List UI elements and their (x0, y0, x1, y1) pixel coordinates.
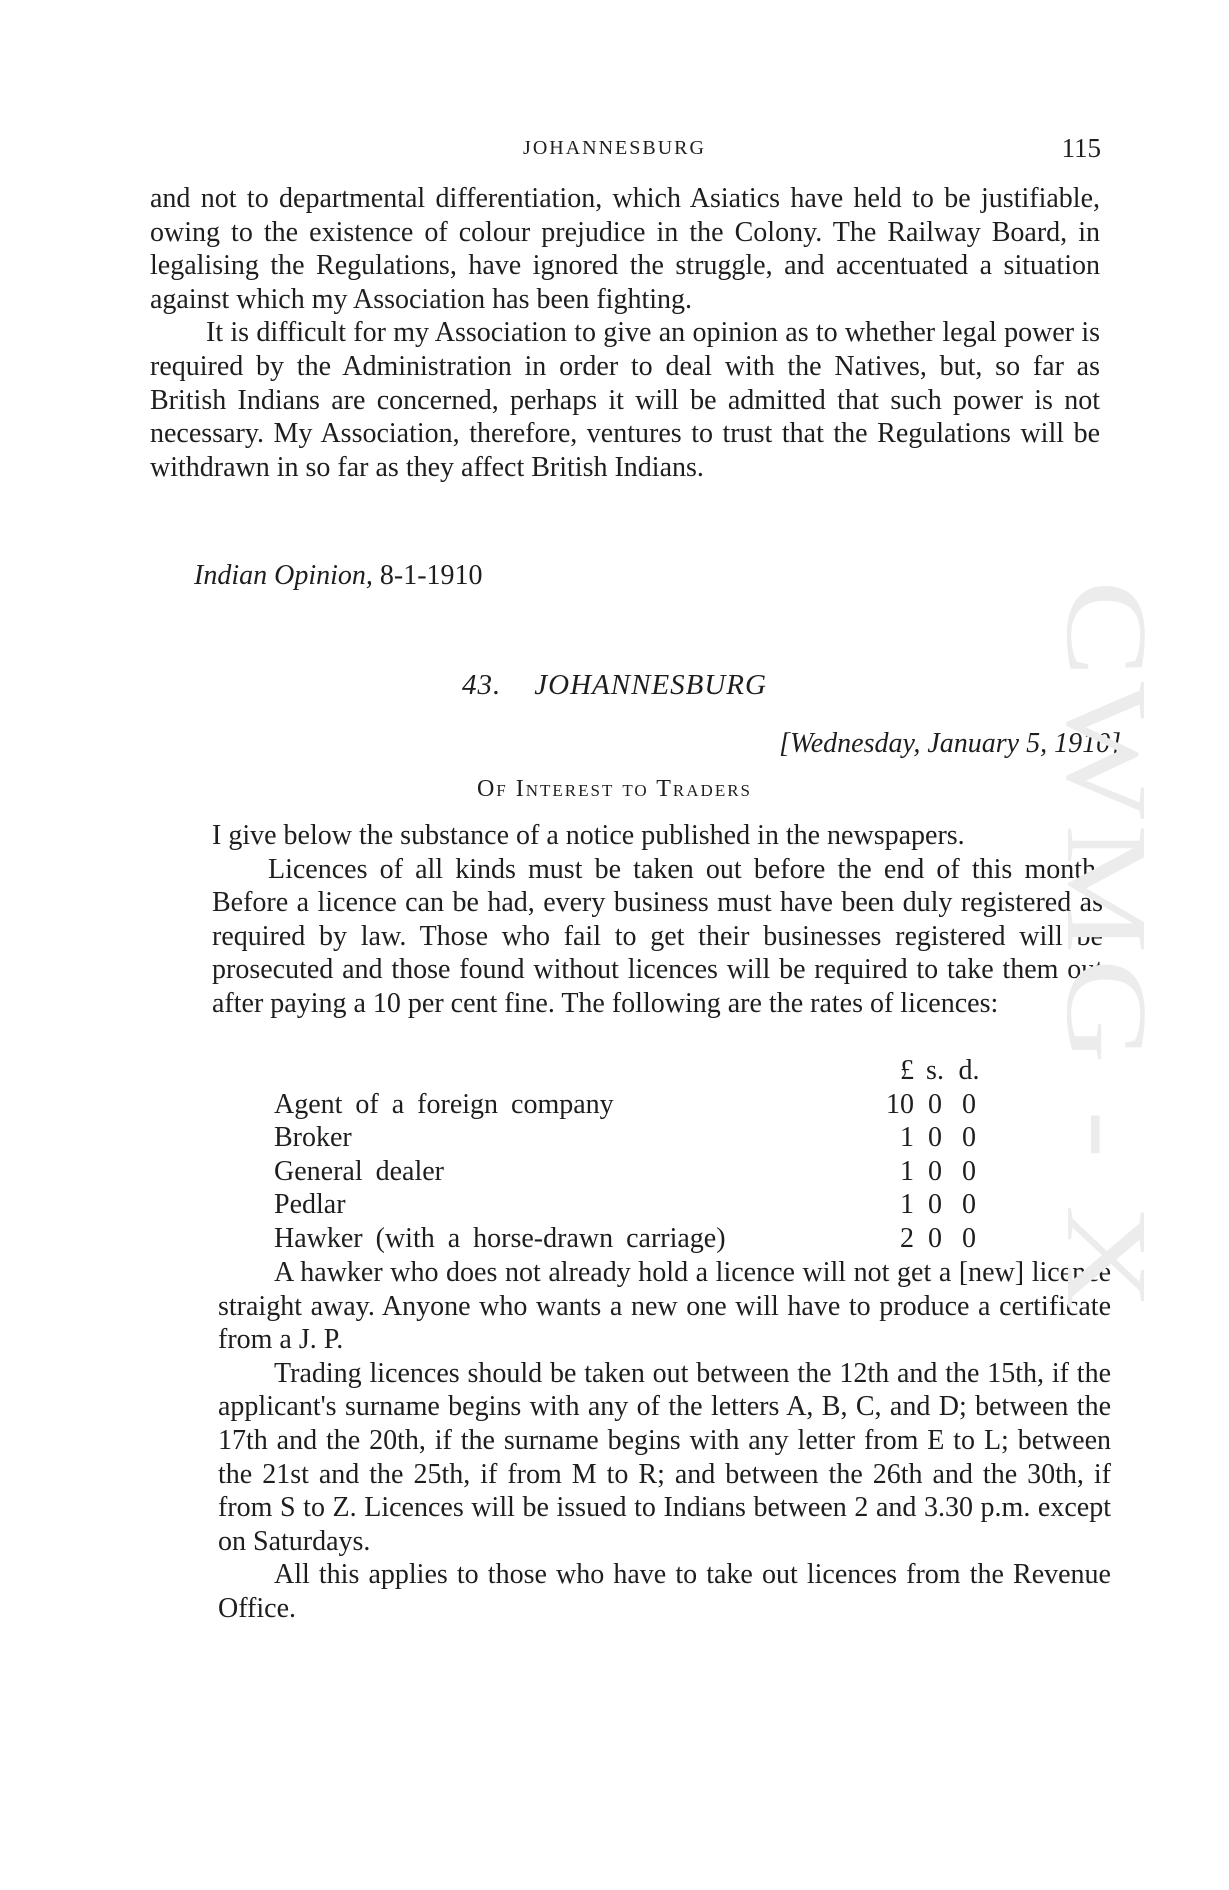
rate-pounds: 2 (900, 1222, 914, 1254)
rate-pence: 0 (962, 1122, 976, 1154)
rate-shillings: 0 (928, 1189, 942, 1221)
table-row (212, 1155, 1112, 1189)
intro-paragraph: I give below the substance of a notice published in the newspapers. (212, 820, 965, 851)
paragraph: A hawker who does not already hold a licence will not get a [new] licence straight away. Anyone who wants a new one will have to produce a certificate from a J. P. (218, 1257, 1111, 1356)
rate-pounds: 10 (886, 1088, 914, 1120)
rate-shillings: 0 (928, 1155, 942, 1187)
previous-document-text (150, 182, 1100, 484)
rate-shillings: 0 (928, 1122, 942, 1154)
pounds-header: £ (900, 1055, 914, 1086)
rate-shillings: 0 (928, 1222, 942, 1254)
article-dateline (779, 728, 1121, 760)
citation-source: Indian Opinion, (194, 560, 373, 591)
rate-pence: 0 (962, 1222, 976, 1254)
article-title: JOHANNESBURG (534, 669, 767, 701)
licence-rates-table (212, 1054, 1112, 1256)
rate-pounds: 1 (900, 1189, 914, 1221)
rates-header-row (212, 1054, 1112, 1088)
rate-pence: 0 (962, 1088, 976, 1120)
rate-label: Hawker (with a horse-drawn carriage) (274, 1222, 726, 1254)
rate-label: General dealer (274, 1155, 444, 1187)
pence-header: d. (958, 1055, 980, 1086)
article-body-bottom (218, 1256, 1111, 1626)
dateline-text: [Wednesday, January 5, 1910] (779, 728, 1121, 759)
paragraph: All this applies to those who have to take out licences from the Revenue Office. (218, 1559, 1111, 1624)
running-head-title: JOHANNESBURG (523, 137, 706, 159)
page-number: 115 (1061, 133, 1101, 163)
citation-date: 8-1-1910 (379, 560, 483, 591)
rate-pence: 0 (962, 1189, 976, 1221)
paragraph: Trading licences should be taken out between the 12th and the 15th, if the applicant's surname begins with any of the letters A, B, C, and D; between the 17th and the 20th, if the surname begins with any letter from E to L; between the 21st and the 25th, if from M to R; and between the 26th and the 30th, if from S to Z. Licences will be issued to Indians between 2 and 3.30 p.m. except on Saturdays. (218, 1357, 1111, 1557)
rate-shillings: 0 (928, 1088, 942, 1120)
article-body-top (212, 819, 1103, 1021)
rate-label: Broker (274, 1122, 352, 1154)
rate-pounds: 1 (900, 1122, 914, 1154)
paragraph: Licences of all kinds must be taken out before the end of this month. Before a licence can be had, every business must have been duly registered as required by law. Those who fail to get their businesses registered will be prosecuted and those found without licences will be required to take them out after paying a 10 per cent fine. The following are the rates of licences: (212, 853, 1103, 1019)
table-row (212, 1222, 1112, 1256)
rate-pounds: 1 (900, 1155, 914, 1187)
paragraph: It is difficult for my Association to give an opinion as to whether legal power is required by the Administration in order to deal with the Natives, but, so far as British Indians are concerned, perhaps it will be admitted that such power is not necessary. My Association, therefore, ventures to trust that the Regulations will be withdrawn in so far as they affect British Indians. (150, 317, 1100, 483)
table-row (212, 1088, 1112, 1122)
rate-label: Agent of a foreign company (274, 1088, 614, 1120)
rate-label: Pedlar (274, 1189, 346, 1221)
table-row (212, 1188, 1112, 1222)
rate-pence: 0 (962, 1155, 976, 1187)
source-citation (194, 560, 483, 592)
article-subheading: Of Interest to Traders (476, 776, 753, 802)
table-row (212, 1121, 1112, 1155)
article-number: 43. (462, 669, 502, 701)
svg-text:CWMG - X: CWMG - X (1042, 580, 1170, 1167)
article-heading (0, 669, 1229, 702)
running-head (0, 133, 1229, 167)
paragraph: and not to departmental differentiation, which Asiatics have held to be justifiable, owing to the existence of colour prejudice in the Colony. The Railway Board, in legalising the Regulations, have ignored the struggle, and accentuated a situation against which my Association has been fighting. (150, 183, 1100, 315)
shillings-header: s. (926, 1055, 944, 1086)
